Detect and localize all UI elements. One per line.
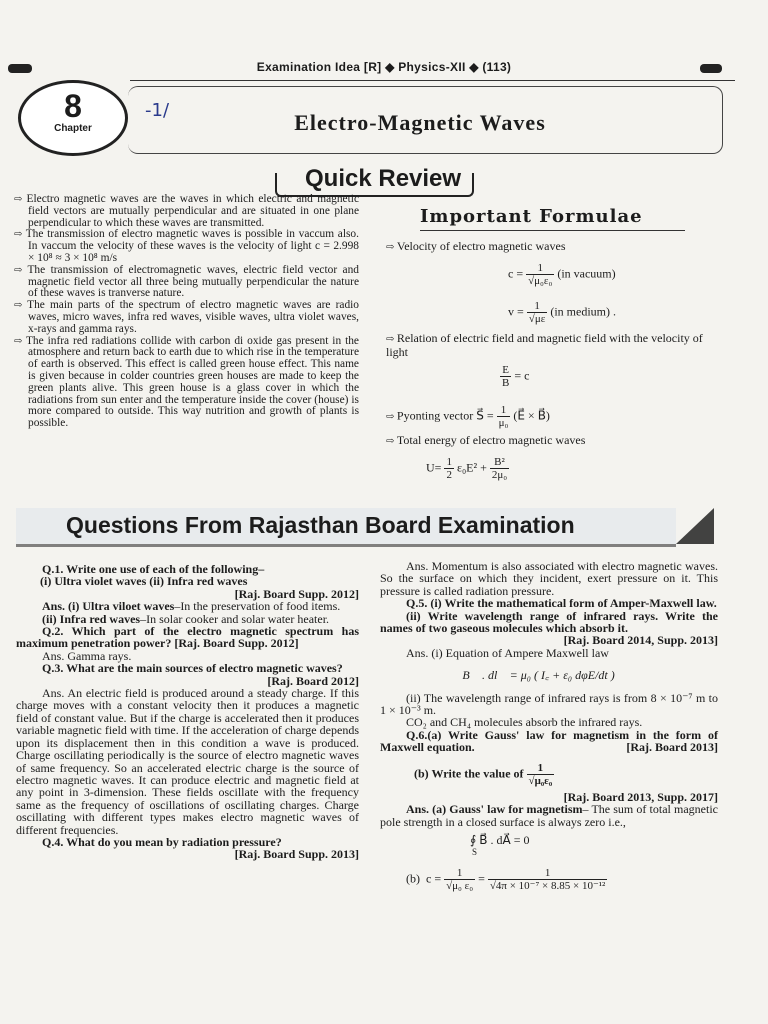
questions-left-column bbox=[16, 563, 359, 861]
question-5: Q.5. (i) Write the mathematical form of Amper-Maxwell law. bbox=[406, 596, 717, 611]
fraction: $\frac{1}{\text{μ₀}}$ bbox=[498, 404, 509, 429]
fraction: $\frac{E}{B}$ bbox=[502, 364, 510, 389]
answer-5-ii: (ii) The wavelength range of infrared rays is from 8 × 10⁻⁷ m to 1 × 10⁻³ m. bbox=[380, 690, 718, 718]
formula-poynting: ⇨ Pyonting vector S⃗ = $\frac{1}{\text{μ₀}}$ (E⃗ × B⃗) bbox=[386, 404, 550, 429]
answer-5-ii-molecules: CO₂ and CH₄ molecules absorb the infrared rays. bbox=[406, 715, 643, 730]
answer-3: Ans. An electric field is produced around a steady charge. If this charge moves with a constant velocity then it produces a magnetic field of constant value. But if the charge is accelerated then it produces variable magnetic field with time. If the acceleration of charge depends upon its displacement then in this condition a wave is produced. Charge oscillating periodically is the source of electro magnetic waves of same frequency. So an accelerated electric charge is the source of electro magnetic waves. It can produce electric and magnetic field at any point in 3-dimension. These fields oscillate with the frequency same as the frequency of oscillations of oscillating charges. Charge oscillating with different types makes electro magnetic waves of different frequencies. bbox=[16, 686, 359, 837]
board-reference: [Raj. Board Supp. 2013] bbox=[234, 847, 359, 862]
fraction: $\frac{1}{\text{√4π × 10⁻⁷ × 8.85 × 10⁻¹²}}$ bbox=[489, 866, 606, 892]
fraction: $\frac{1}{√\mu\varepsilon}$ bbox=[528, 300, 546, 325]
fraction: $\frac{1}{\text{√μ₀ ε₀}}$ bbox=[446, 866, 474, 892]
formula-energy: U= $\frac{1}{2}$ ε₀E² + $\frac{\text{B²}}{\text{2μ₀}}$ bbox=[426, 456, 508, 481]
answer-5-i: Ans. (i) Equation of Ampere Maxwell law bbox=[406, 645, 609, 660]
answer-6a: Ans. (a) Gauss' law for magnetism– The sum of total magnetic pole strength in a closed surface is always zero i.e., bbox=[380, 802, 718, 829]
ampere-maxwell-equation: ∮ B⃗ . dl⃗ = μ₀ ( I꜀ + ε₀ dφE/dt ) bbox=[450, 668, 615, 683]
chapter-number: 8 bbox=[64, 88, 82, 124]
header-bar-right bbox=[700, 64, 722, 73]
arrow-bullet-icon: ⇨ bbox=[14, 300, 28, 312]
board-reference: [Raj. Board 2013, Supp. 2017] bbox=[563, 789, 718, 804]
answer-6b: (b) c = $\frac{1}{\text{√μ₀ ε₀}}$ = $\frac{1}{\text{√4π × 10⁻⁷ × 8.85 × 10⁻¹²}}$ bbox=[406, 866, 606, 892]
question-2: Q.2. Which part of the electro magnetic spectrum has maximum penetration power? [Raj. Board Supp. 2012] bbox=[16, 624, 359, 651]
arrow-bullet-icon: ⇨ bbox=[14, 264, 28, 276]
arrow-bullet-icon: ⇨ bbox=[14, 194, 27, 205]
header-rule bbox=[130, 80, 735, 81]
question-6b: (b) Write the value of $\frac{1}{\text{√μ₀ε₀}}$ bbox=[414, 761, 553, 787]
running-head: Examination Idea [R] ◆ Physics-XII ◆ (113) bbox=[256, 60, 512, 74]
formula-velocity-label: ⇨ Velocity of electro magnetic waves bbox=[386, 239, 566, 253]
question-3: Q.3. What are the main sources of electro magnetic waves? [Raj. Board 2012] bbox=[42, 661, 359, 688]
list-item: ⇨ The transmission of electromagnetic waves, electric field vector and magnetic field vector all three being mutually perpendicular the nature of these waves is tranverse nature. bbox=[14, 263, 359, 300]
quick-review-title: Quick Review bbox=[305, 165, 462, 192]
formulae-heading: Important Formulae bbox=[420, 206, 685, 231]
arrow-bullet-icon: ⇨ bbox=[386, 411, 397, 423]
answer-1-ii: (ii) Infra red waves–In solar cooker and solar water heater. bbox=[42, 611, 330, 626]
questions-right-column bbox=[380, 560, 718, 892]
board-reference: [Raj. Board 2014, Supp. 2013] bbox=[563, 633, 718, 648]
board-reference: [Raj. Board 2012] bbox=[267, 673, 359, 688]
question-4: Q.4. What do you mean by radiation pressure? bbox=[42, 834, 282, 849]
section-corner bbox=[676, 508, 714, 544]
fraction: $\frac{1}{2}$ bbox=[446, 456, 452, 481]
arrow-bullet-icon: ⇨ bbox=[386, 436, 397, 447]
list-item: ⇨ The transmission of electro magnetic waves is possible in vaccum also. In vaccum the velocity of these waves is the velocity of light c = 2.998 × 10⁸ ≈ 3 × 10⁸ m/s bbox=[14, 228, 359, 264]
question-1: Q.1. Write one use of each of the following– bbox=[42, 562, 265, 576]
formula-c-vacuum: c = $\frac{1}{\text{√μ₀ε₀}}$ (in vacuum) bbox=[508, 262, 616, 287]
fraction: $\frac{\text{B²}}{\text{2μ₀}}$ bbox=[491, 456, 508, 481]
arrow-bullet-icon: ⇨ bbox=[14, 229, 26, 241]
list-item: ⇨ Electro magnetic waves are the waves in which electric and magnetic field vectors are mutually perpendicular and are situated in one plane perpendicular to which these waves are transmitted. bbox=[14, 193, 359, 229]
quick-review-list bbox=[14, 194, 359, 430]
board-reference: [Raj. Board 2013] bbox=[626, 740, 718, 755]
fraction: $\frac{1}{\text{√μ₀ε₀}}$ bbox=[528, 262, 553, 287]
section-title: Questions From Rajasthan Board Examination bbox=[66, 512, 575, 538]
board-reference: [Raj. Board Supp. 2012] bbox=[234, 586, 359, 601]
arrow-bullet-icon: ⇨ bbox=[14, 335, 26, 347]
gauss-surface-label: S bbox=[472, 847, 478, 858]
arrow-bullet-icon: ⇨ bbox=[386, 242, 397, 253]
list-item: ⇨ The main parts of the spectrum of electro magnetic waves are radio waves, micro waves, infra red waves, visible waves, ultra violet waves, x-rays and gamma rays. bbox=[14, 299, 359, 335]
question-5-ii: (ii) Write wavelength range of infrared rays. Write the names of two gaseous molecules which absorb it. bbox=[380, 608, 718, 636]
question-1-options: (i) Ultra violet waves (ii) Infra red waves bbox=[40, 574, 248, 589]
chapter-label: Chapter bbox=[54, 123, 92, 134]
gauss-magnetism-equation: ∮ B⃗ . dA⃗ = 0 bbox=[470, 832, 530, 847]
section-banner bbox=[66, 508, 666, 548]
answer-1-i: Ans. (i) Ultra viloet waves–In the preservation of food items. bbox=[42, 599, 341, 614]
formula-energy-label: ⇨ Total energy of electro magnetic waves bbox=[386, 433, 586, 447]
formula-e-over-b: $\frac{E}{B}$ = c bbox=[502, 364, 530, 389]
question-6a: Q.6.(a) Write Gauss' law for magnetism in the form of Maxwell equation. [Raj. Board 2013] bbox=[380, 727, 718, 755]
chapter-badge bbox=[18, 80, 128, 156]
formula-relation-label: ⇨ Relation of electric field and magnetic field with the velocity of light bbox=[386, 331, 703, 359]
quick-review-heading bbox=[275, 165, 470, 195]
handwritten-mark: -1/ bbox=[145, 100, 170, 121]
answer-2: Ans. Gamma rays. bbox=[42, 648, 132, 663]
fraction: $\frac{1}{\text{√μ₀ε₀}}$ bbox=[528, 761, 553, 787]
formula-v-medium: v = $\frac{1}{√\mu\varepsilon}$ (in medium) . bbox=[508, 300, 616, 325]
answer-4: Ans. Momentum is also associated with electro magnetic waves. So the surface on which they incident, exert pressure on it. This pressure is called radiation pressure. bbox=[380, 559, 718, 598]
board-reference: [Raj. Board Supp. 2012] bbox=[174, 636, 299, 651]
arrow-bullet-icon: ⇨ bbox=[386, 334, 397, 345]
chapter-title: Electro-Magnetic Waves bbox=[294, 110, 546, 135]
list-item: ⇨ The infra red radiations collide with carbon di oxide gas present in the atmosphere and return back to earth due to which rise in the temperature of earth is observed. This effect is called green house effect. This name is given because in colder countries green houses are made to keep the green plants alive. This green house is a glass cover in which the radiations from sun enter and the temperature inside the cover (house) is more compared to outside. This way nutrition and growth of plants is possible. bbox=[14, 334, 359, 430]
